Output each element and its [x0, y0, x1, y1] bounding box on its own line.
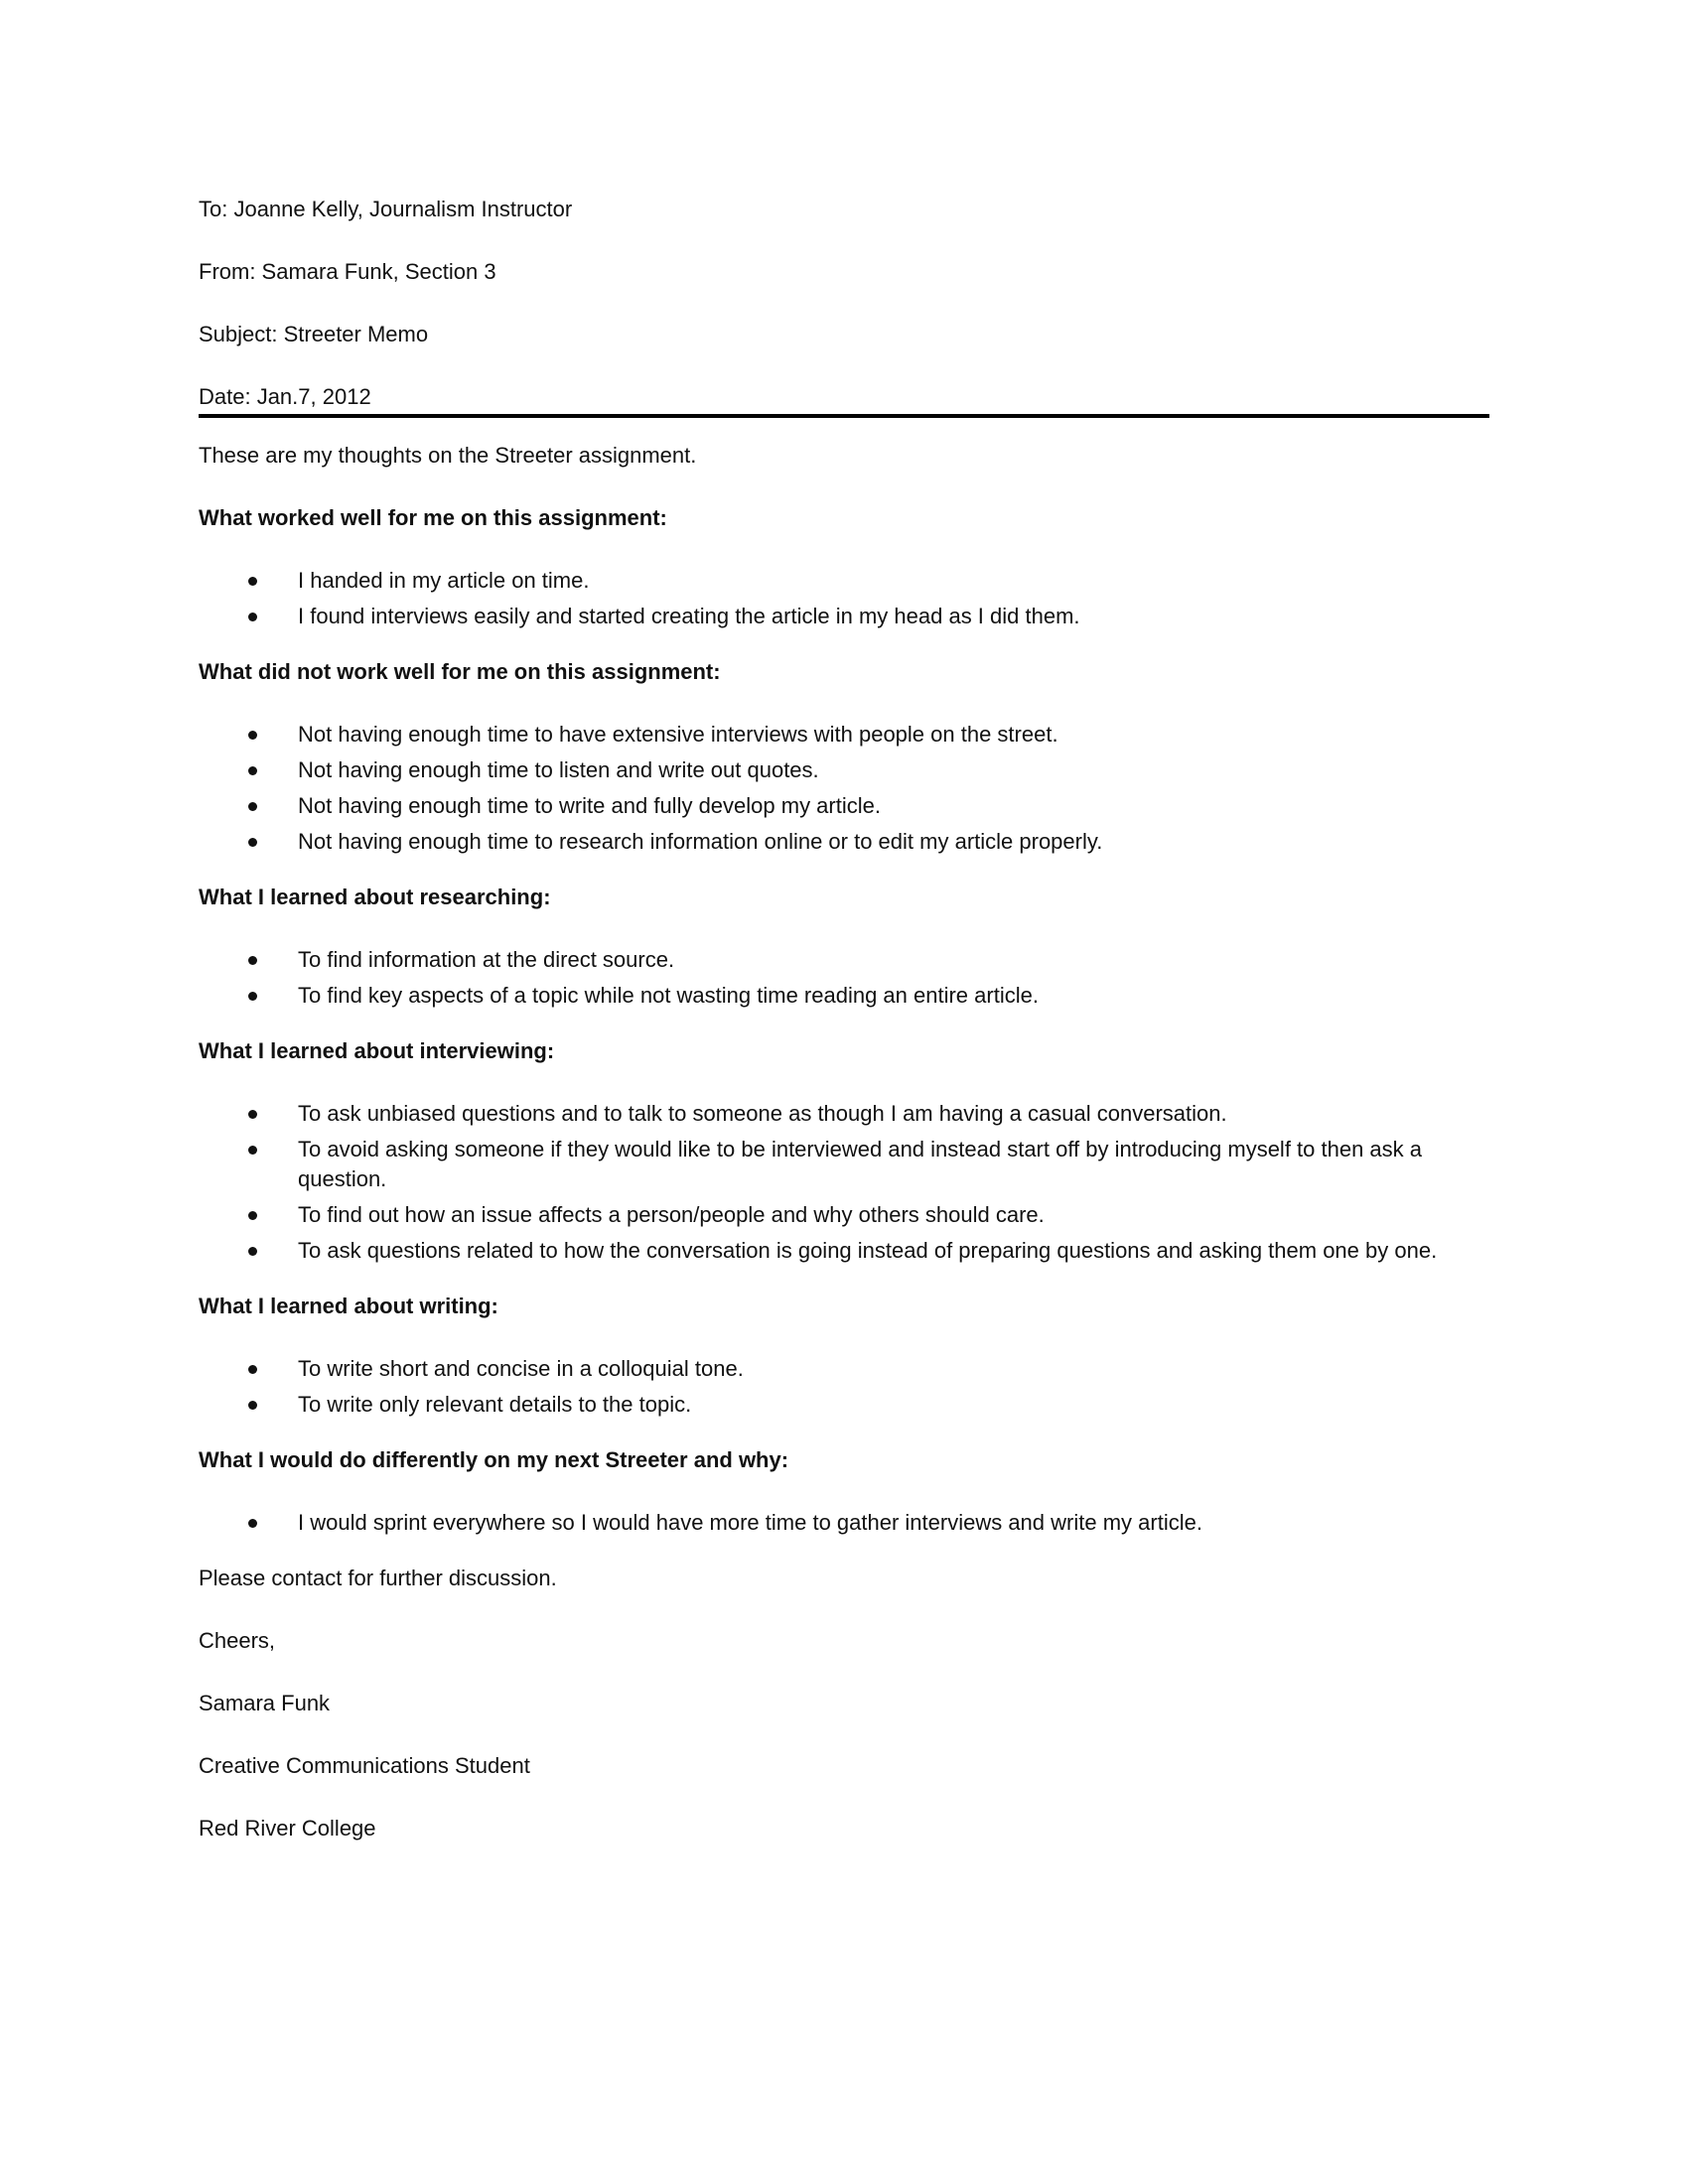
- list-item-text: To write short and concise in a colloquial tone.: [298, 1356, 744, 1381]
- list-item-text: Not having enough time to have extensive interviews with people on the street.: [298, 722, 1058, 747]
- section-heading: What worked well for me on this assignment:: [199, 505, 667, 530]
- bullet-icon: [248, 1211, 257, 1220]
- list-item-text: Not having enough time to research information online or to edit my article properly.: [298, 829, 1103, 854]
- bullet-list: [199, 1099, 1489, 1266]
- list-item-text: I found interviews easily and started creating the article in my head as I did them.: [298, 604, 1080, 628]
- section-heading: What I learned about interviewing:: [199, 1038, 555, 1063]
- list-item: [199, 827, 1489, 857]
- list-item-text: Not having enough time to write and fully develop my article.: [298, 793, 881, 818]
- list-item: [199, 981, 1489, 1011]
- memo-section: [199, 1292, 1489, 1420]
- list-item-text: To find key aspects of a topic while not wasting time reading an entire article.: [298, 983, 1039, 1008]
- list-item: [199, 566, 1489, 596]
- bullet-list: [199, 720, 1489, 857]
- memo-section: [199, 503, 1489, 631]
- bullet-icon: [248, 1365, 257, 1374]
- bullet-list: [199, 1508, 1489, 1538]
- bullet-icon: [248, 1247, 257, 1256]
- subject-line: Subject: Streeter Memo: [199, 322, 429, 346]
- bullet-icon: [248, 577, 257, 586]
- list-item-text: To avoid asking someone if they would like to be interviewed and instead start off by introducing myself to then ask a question.: [298, 1137, 1423, 1191]
- bullet-list: [199, 566, 1489, 631]
- list-item-text: To write only relevant details to the topic.: [298, 1392, 692, 1417]
- bullet-list: [199, 945, 1489, 1011]
- list-item: [199, 1236, 1489, 1266]
- list-item: [199, 720, 1489, 750]
- bullet-icon: [248, 731, 257, 740]
- bullet-icon: [248, 766, 257, 775]
- bullet-icon: [248, 1110, 257, 1119]
- bullet-icon: [248, 956, 257, 965]
- signature-name: Samara Funk: [199, 1691, 331, 1715]
- list-item-text: To ask unbiased questions and to talk to someone as though I am having a casual conversation.: [298, 1101, 1227, 1126]
- list-item: [199, 602, 1489, 631]
- date-line: Date: Jan.7, 2012: [199, 384, 371, 409]
- list-item: [199, 1200, 1489, 1230]
- bullet-list: [199, 1354, 1489, 1420]
- list-item: [199, 1099, 1489, 1129]
- bullet-icon: [248, 992, 257, 1001]
- list-item-text: To ask questions related to how the conversation is going instead of preparing questions and asking them one by one.: [298, 1238, 1438, 1263]
- memo-section: [199, 883, 1489, 1011]
- memo-closing: [199, 1564, 1489, 1843]
- list-item: [199, 755, 1489, 785]
- list-item: [199, 791, 1489, 821]
- bullet-icon: [248, 802, 257, 811]
- header-divider: [199, 414, 1489, 418]
- intro-text: These are my thoughts on the Streeter assignment.: [199, 443, 697, 468]
- list-item-text: I handed in my article on time.: [298, 568, 590, 593]
- section-heading: What did not work well for me on this assignment:: [199, 659, 721, 684]
- list-item: [199, 1135, 1489, 1194]
- to-line: To: Joanne Kelly, Journalism Instructor: [199, 197, 573, 221]
- memo-header: [199, 195, 1489, 412]
- list-item-text: To find information at the direct source.: [298, 947, 675, 972]
- signoff-line: Cheers,: [199, 1628, 276, 1653]
- list-item-text: To find out how an issue affects a person/people and why others should care.: [298, 1202, 1045, 1227]
- bullet-icon: [248, 1519, 257, 1528]
- bullet-icon: [248, 838, 257, 847]
- bullet-icon: [248, 1401, 257, 1410]
- list-item: [199, 945, 1489, 975]
- memo-page: [199, 195, 1489, 1876]
- memo-section: [199, 1036, 1489, 1266]
- section-heading: What I learned about researching:: [199, 885, 551, 909]
- section-heading: What I learned about writing:: [199, 1294, 498, 1318]
- list-item: [199, 1354, 1489, 1384]
- bullet-icon: [248, 1146, 257, 1155]
- bullet-icon: [248, 613, 257, 621]
- signature-school: Red River College: [199, 1816, 376, 1841]
- memo-section: [199, 657, 1489, 857]
- section-heading: What I would do differently on my next Streeter and why:: [199, 1447, 789, 1472]
- signature-title: Creative Communications Student: [199, 1753, 530, 1778]
- list-item: [199, 1390, 1489, 1420]
- from-line: From: Samara Funk, Section 3: [199, 259, 496, 284]
- list-item-text: Not having enough time to listen and write out quotes.: [298, 757, 819, 782]
- contact-line: Please contact for further discussion.: [199, 1566, 557, 1590]
- list-item-text: I would sprint everywhere so I would have more time to gather interviews and write my article.: [298, 1510, 1202, 1535]
- memo-section: [199, 1445, 1489, 1538]
- list-item: [199, 1508, 1489, 1538]
- memo-sections: [199, 503, 1489, 1538]
